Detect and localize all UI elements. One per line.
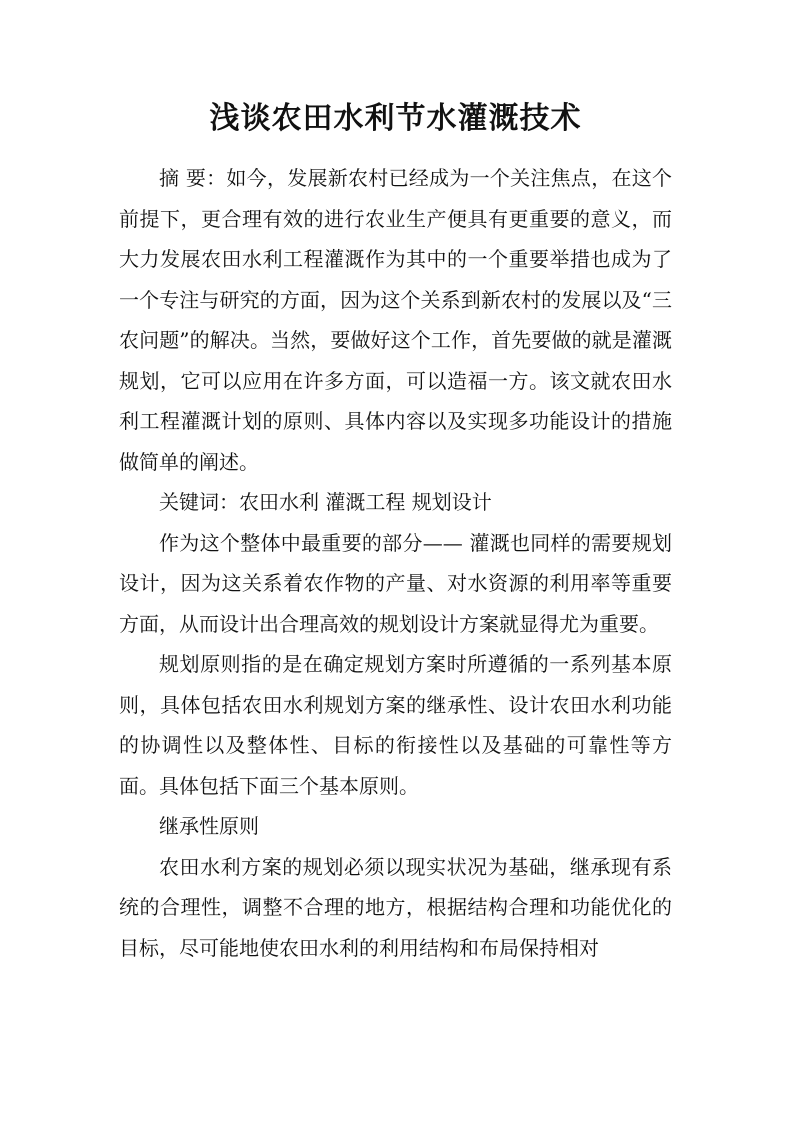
document-page (119, 92, 672, 968)
section-heading: 继承性原则 (159, 814, 259, 838)
abstract-paragraph: 摘 要：如今，发展新农村已经成为一个关注焦点，在这个前提下，更合理有效的进行农业生产便具有更重要的意义，而大力发展农田水利工程灌溉作为其中的一个重要举措也成为了一个专注与研究的方面，因为这个关系到新农村的发展以及“三农问题”的解决。当然，要做好这个工作，首先要做的就是灌溉规划，它可以应用在许多方面，可以造福一方。该文就农田水利工程灌溉计划的原则、具体内容以及实现多功能设计的措施做简单的阐述。 (119, 166, 672, 474)
body-paragraph: 农田水利方案的规划必须以现实状况为基础，继承现有系统的合理性，调整不合理的地方，根据结构合理和功能优化的目标，尽可能地使农田水利的利用结构和布局保持相对 (119, 854, 672, 960)
document-title: 浅谈农田水利节水灌溉技术 (209, 101, 582, 136)
body-paragraph: 作为这个整体中最重要的部分—— 灌溉也同样的需要规划设计，因为这关系着农作物的产量、对水资源的利用率等重要方面，从而设计出合理高效的规划设计方案就显得尤为重要。 (119, 530, 672, 636)
keywords-paragraph: 关键词：农田水利 灌溉工程 规划设计 (159, 490, 492, 514)
body-paragraph: 规划原则指的是在确定规划方案时所遵循的一系列基本原则，具体包括农田水利规划方案的继承性、设计农田水利功能的协调性以及整体性、目标的衔接性以及基础的可靠性等方面。具体包括下面三个基本原则。 (119, 652, 672, 798)
